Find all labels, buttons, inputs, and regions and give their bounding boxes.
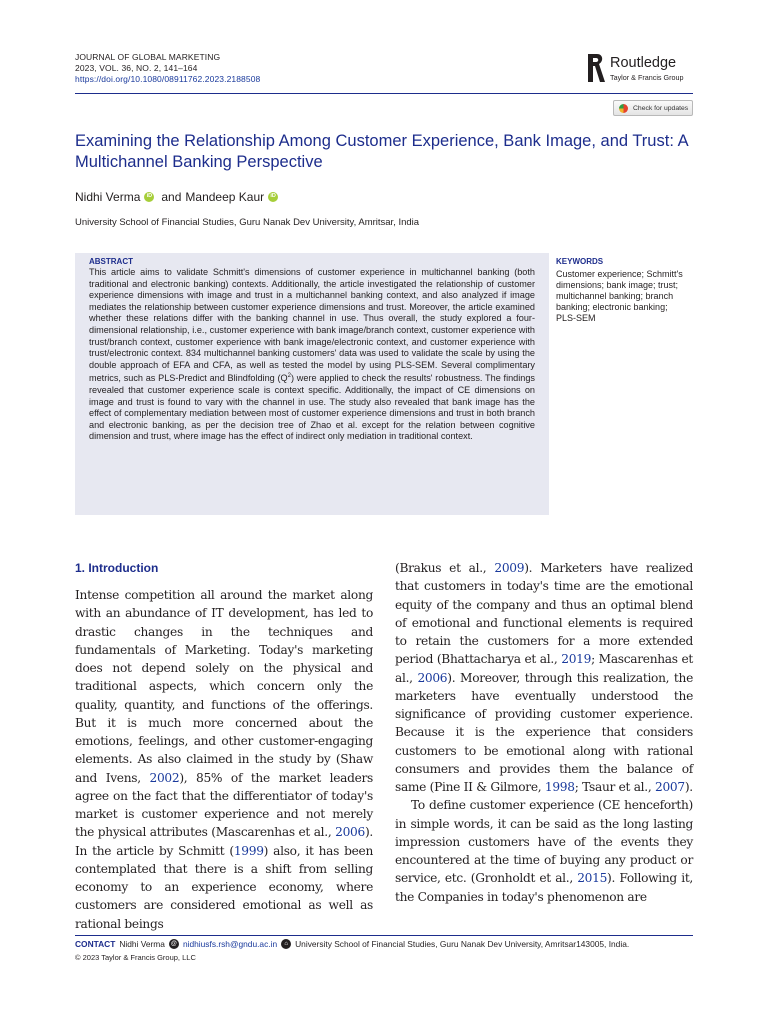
text-run: ) also, it has been contemplated that there is a shift from selling economy to an experience economy, where customers are considered emotional as well as rational beings xyxy=(75,843,373,931)
doi-link[interactable]: https://doi.org/10.1080/08911762.2023.2188508 xyxy=(75,74,261,84)
text-run: To define customer experience (CE henceforth) in simple words, it can be said as the long lasting impression customers have of the events they encountered at the time of buying any product or service, etc. (Gronholdt et al., xyxy=(395,798,693,886)
citation-link[interactable]: 2002 xyxy=(149,770,180,785)
citation-link[interactable]: 2019 xyxy=(561,652,592,667)
text-run: ), 85% of the market leaders agree on the fact that the differentiator of today's market is customer experience and not merely the physical attributes (Mascarenhas et al., xyxy=(75,770,373,840)
check-for-updates-label: Check for updates xyxy=(633,104,689,112)
text-run: ). Following it, the Companies in today's phenomenon are xyxy=(395,871,693,904)
author-affiliation: University School of Financial Studies, Guru Nanak Dev University, Amritsar, India xyxy=(75,217,420,228)
routledge-r-icon xyxy=(586,52,606,84)
header-rule xyxy=(75,93,693,94)
copyright-notice: © 2023 Taylor & Francis Group, LLC xyxy=(75,953,196,962)
paragraph xyxy=(75,586,373,933)
citation-link[interactable]: 2009 xyxy=(494,561,525,575)
author-name[interactable]: Mandeep Kaur xyxy=(185,190,265,204)
publisher-logo xyxy=(586,51,696,87)
section-heading: 1. Introduction xyxy=(75,561,159,575)
body-column-right xyxy=(395,559,693,906)
keywords-heading: KEYWORDS xyxy=(556,257,604,266)
text-run: ; Mascarenhas et al., xyxy=(395,652,693,685)
body-column-left xyxy=(75,586,373,933)
check-for-updates-button[interactable] xyxy=(613,100,693,116)
citation-link[interactable]: 1999 xyxy=(233,843,264,858)
text-run: ). Moreover, through this realization, the marketers have eventually understood the significance of providing customer experience. Because it is the experience that considers customers to be emotional along with rational consumers and provides them the balance of same (Pine II & Gilmore, xyxy=(395,670,693,794)
orcid-icon[interactable]: iD xyxy=(144,192,154,202)
publisher-name: Routledge xyxy=(610,55,677,71)
abstract-superscript: 2 xyxy=(287,373,291,380)
address-icon: ⌂ xyxy=(281,939,291,949)
publisher-group: Taylor & Francis Group xyxy=(610,73,684,82)
citation-link[interactable]: 2006 xyxy=(417,670,448,685)
paragraph xyxy=(395,559,693,796)
contact-email-link[interactable]: nidhiusfs.rsh@gndu.ac.in xyxy=(182,939,278,949)
journal-name: JOURNAL OF GLOBAL MARKETING xyxy=(75,52,221,62)
text-run: ; Tsaur et al., xyxy=(574,780,655,794)
abstract-heading: ABSTRACT xyxy=(89,257,133,266)
author-conjunction: and xyxy=(161,190,182,204)
text-run: (Brakus et al., xyxy=(395,561,495,575)
citation-link[interactable]: 2015 xyxy=(577,871,608,886)
email-icon: @ xyxy=(170,941,177,947)
contact-address: University School of Financial Studies, Guru Nanak Dev University, Amritsar143005, India. xyxy=(295,939,630,949)
journal-info xyxy=(75,52,260,85)
text-run: ). xyxy=(684,780,693,794)
abstract-text-part: ) were applied to check the results' robustness. The findings revealed that customer experience scale is context specific. Additionally, the impact of CE dimensions on image and trust is found to vary with the channel in use. The study also revealed that bank image has the effect of complementary mediation between most of customer experience dimensions and trust in both branch and electronic banking, as per the decision tree of Zhao et al. except for the relation between cognitive dimension and trust, where image has the effect of indirect only mediation in traditional context. xyxy=(89,373,535,442)
contact-line xyxy=(75,939,629,949)
abstract-text xyxy=(89,267,535,443)
footer-rule xyxy=(75,935,693,936)
abstract-text-part: This article aims to validate Schmitt's dimensions of customer experience in multichannel banking (both traditional and electronic banking) contexts. Additionally, the article investigated the relationship of customer experience dimensions with image and trust in a multichannel banking context, and also analyzed if image mediates the relationship between customer experience dimensions and trust. Moreover, the article examined whether these relations differ with the banking channel in use. Thus overall, the study explored a four-dimensional relationship, i.e., customer experience with bank image/branch context, customer experience with trust/branch context, customer experience with bank image/electronic context, and customer experience with trust/electronic context. 834 multichannel banking customers' data was used to validate the scale by using the double approach of EFA and CFA, as well as tested the model by using PLS-SEM. Several complimentary metrics, such as PLS-Predict and Blindfolding (Q xyxy=(89,267,535,384)
text-run: Intense competition all around the market along with an abundance of IT development, has led to drastic changes in the techniques and fundamentals of Marketing. Today's marketing does not depend solely on the physical and traditional aspects, which concern only the quality, quantity, and functions of the offerings. But it is much more concerned about the emotions, feelings, and other customer-engaging elements. As also claimed in the study by (Shaw and Ivens, xyxy=(75,588,373,785)
citation-link[interactable]: 2006 xyxy=(335,825,365,840)
keywords-list: Customer experience; Schmitt's dimensions; bank image; trust; multichannel banking; branch banking; electronic banking; PLS-SEM xyxy=(556,269,683,323)
text-run: ). In the article by Schmitt ( xyxy=(75,825,373,858)
crossmark-icon xyxy=(619,104,628,113)
article-title: Examining the Relationship Among Customer Experience, Bank Image, and Trust: A Multichannel Banking Perspective xyxy=(75,132,688,171)
paragraph xyxy=(395,796,693,906)
citation-link[interactable]: 2007 xyxy=(654,780,685,794)
contact-name: Nidhi Verma xyxy=(119,939,165,949)
citation-link[interactable]: 1998 xyxy=(544,780,575,794)
text-run: ). Marketers have realized that customers in today's time are the emotional equity of the company and thus an optimal blend of emotional and functional elements is required to retain the customers for a more extended period (Bhattacharya et al., xyxy=(395,561,693,667)
orcid-icon[interactable]: iD xyxy=(268,192,278,202)
author-name[interactable]: Nidhi Verma xyxy=(75,190,141,204)
journal-volume: 2023, VOL. 36, NO. 2, 141–164 xyxy=(75,63,198,73)
contact-label: CONTACT xyxy=(75,939,116,949)
author-line xyxy=(75,190,285,204)
